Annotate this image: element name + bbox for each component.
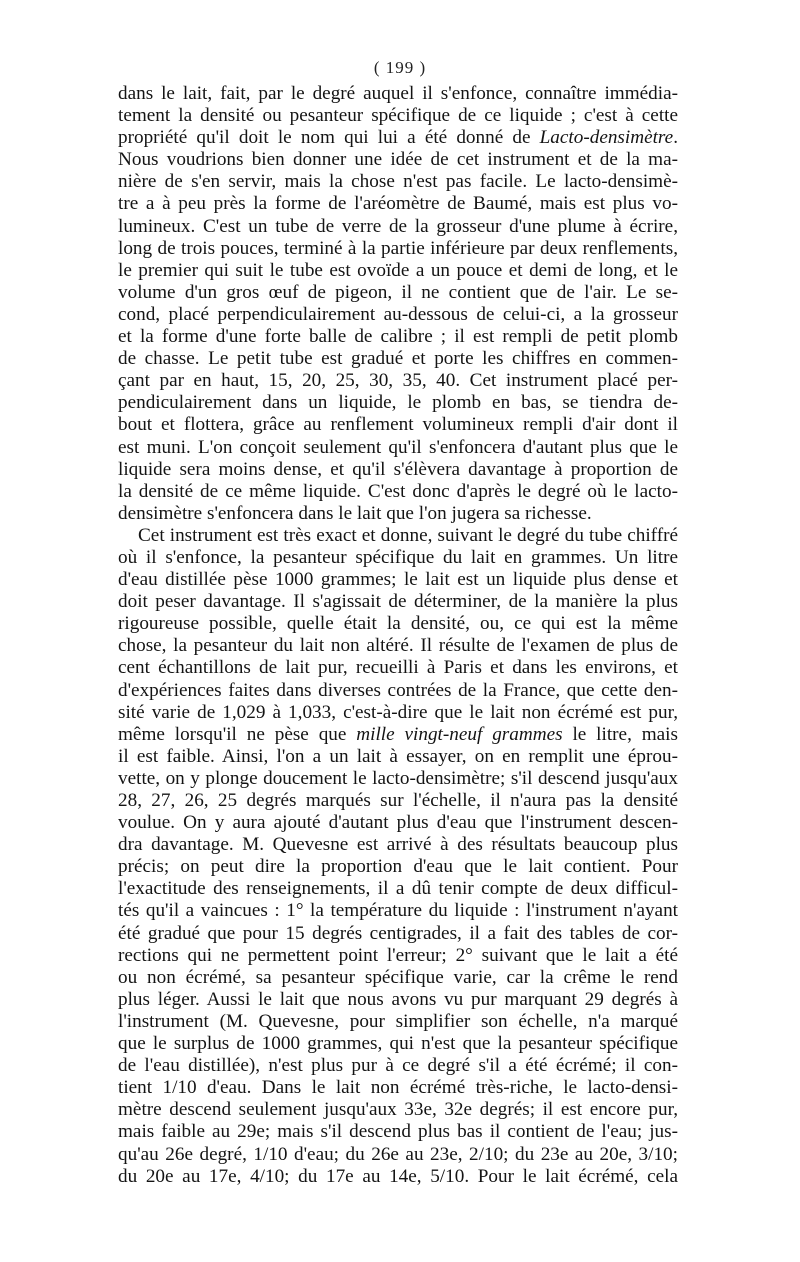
text-line: l'instrument (M. Quevesne, pour simplifier son échelle, n'a marqué (118, 1010, 678, 1032)
text-line: dans le lait, fait, par le degré auquel il s'enfonce, connaître immédia- (118, 83, 678, 104)
text-line: précis; on peut dire la proportion d'eau que le lait contient. Pour (118, 856, 678, 878)
italic-term: mille vingt-neuf grammes (356, 723, 563, 745)
text-run: propriété qu'il doit le nom qui lui a été donné de (118, 127, 540, 149)
text-line: volume d'un gros œuf de pigeon, il ne contient que de l'air. Le se- (118, 281, 678, 303)
text-line: sité varie de 1,029 à 1,033, c'est-à-dire que le lait non écrémé est pur, (118, 701, 678, 723)
text-line: rigoureuse possible, quelle était la densité, ou, ce qui est la même (118, 613, 678, 635)
text-run: le litre, mais (562, 723, 678, 745)
text-line (118, 724, 678, 746)
text-line: qu'au 26e degré, 1/10 d'eau; du 26e au 23e, 2/10; du 23e au 20e, 3/10; (118, 1143, 678, 1165)
text-line: tre a à peu près la forme de l'aréomètre de Baumé, mais est plus vo- (118, 193, 678, 215)
text-line: cond, placé perpendiculairement au-dessous de celui-ci, a la grosseur (118, 303, 678, 325)
text-line: voulue. On y aura ajouté d'autant plus d'eau que l'instrument descen- (118, 812, 678, 834)
text-run: même lorsqu'il ne pèse que (118, 723, 357, 745)
text-line: lumineux. C'est un tube de verre de la grosseur d'une plume à écrire, (118, 215, 678, 237)
text-line: il est faible. Ainsi, l'on a un lait à essayer, on en remplit une éprou- (118, 745, 678, 767)
text-line: cent échantillons de lait pur, recueilli à Paris et dans les environs, et (118, 657, 678, 679)
text-line: que le surplus de 1000 grammes, qui n'est que la pesanteur spécifique (118, 1033, 678, 1055)
text-line: ou non écrémé, sa pesanteur spécifique varie, car la crême le rend (118, 966, 678, 988)
text-line: bout et flottera, grâce au renflement volumineux rempli d'air dont il (118, 414, 678, 436)
text-line: l'exactitude des renseignements, il a dû tenir compte de deux difficul- (118, 878, 678, 900)
text-line: de chasse. Le petit tube est gradué et porte les chiffres en commen- (118, 348, 678, 370)
text-line: 28, 27, 26, 25 degrés marqués sur l'échelle, il n'aura pas la densité (118, 790, 678, 811)
text-line: tés qu'il a vaincues : 1° la température du liquide : l'instrument n'ayant (118, 900, 678, 922)
text-line: doit peser davantage. Il s'agissait de déterminer, de la manière la plus (118, 591, 678, 613)
text-line: rections qui ne permettent point l'erreur; 2° suivant que le lait a été (118, 944, 678, 966)
text-line: liquide sera moins dense, et qu'il s'élèvera davantage à proportion de (118, 458, 678, 480)
text-line: nière de s'en servir, mais la chose n'est pas facile. Le lacto-densimè- (118, 171, 678, 193)
text-line: tement la densité ou pesanteur spécifique de ce liquide ; c'est à cette (118, 105, 678, 127)
text-line: Cet instrument est très exact et donne, suivant le degré du tube chiffré (138, 524, 678, 546)
page-number: ( 199 ) (373, 58, 427, 77)
text-line: chose, la pesanteur du lait non altéré. Il résulte de l'examen de plus de (118, 635, 678, 657)
text-line: du 20e au 17e, 4/10; du 17e au 14e, 5/10. Pour le lait écrémé, cela (118, 1165, 678, 1187)
text-line: densimètre s'enfoncera dans le lait que l'on jugera sa richesse. (118, 502, 592, 524)
text-line: été gradué que pour 15 degrés centigrades, il a fait des tables de cor- (118, 922, 678, 944)
text-line: mètre descend seulement jusqu'aux 33e, 32e degrés; il est encore pur, (118, 1099, 678, 1121)
text-line: de l'eau distillée), n'est plus pur à ce degré s'il a été écrémé; il con- (118, 1055, 678, 1077)
text-line: le premier qui suit le tube est ovoïde a un pouce et demi de long, et le (118, 259, 678, 281)
text-line: la densité de ce même liquide. C'est donc d'après le degré où le lacto- (118, 480, 678, 502)
text-line: vette, on y plonge doucement le lacto-densimètre; s'il descend jusqu'aux (118, 767, 678, 789)
text-line: d'eau distillée pèse 1000 grammes; le lait est un liquide plus dense et (118, 569, 678, 591)
text-line: est muni. L'on conçoit seulement qu'il s'enfoncera d'autant plus que le (118, 436, 678, 458)
text-line: où il s'enfonce, la pesanteur spécifique du lait en grammes. Un litre (118, 546, 678, 568)
text-line: Nous voudrions bien donner une idée de cet instrument et de la ma- (118, 149, 678, 171)
text-line: tient 1/10 d'eau. Dans le lait non écrémé très-riche, le lacto-densi- (118, 1077, 678, 1099)
text-line: plus léger. Aussi le lait que nous avons vu pur marquant 29 degrés à (118, 988, 678, 1010)
body-text (118, 83, 678, 1188)
text-line: et la forme d'une forte balle de calibre ; il est rempli de petit plomb (118, 326, 678, 348)
text-line: çant par en haut, 15, 20, 25, 30, 35, 40. Cet instrument placé per- (118, 370, 678, 392)
text-line: dra davantage. M. Quevesne est arrivé à des résultats beaucoup plus (118, 834, 678, 856)
text-run: . (673, 127, 678, 149)
italic-term: Lacto-densimètre (539, 127, 674, 149)
text-line: mais faible au 29e; mais s'il descend plus bas il contient de l'eau; jus- (118, 1121, 678, 1143)
text-line: long de trois pouces, terminé à la partie inférieure par deux renflements, (118, 237, 678, 259)
text-line (118, 127, 678, 149)
text-line: d'expériences faites dans diverses contrées de la France, que cette den- (118, 679, 678, 701)
text-line: pendiculairement dans un liquide, le plomb en bas, se tiendra de- (118, 392, 678, 414)
